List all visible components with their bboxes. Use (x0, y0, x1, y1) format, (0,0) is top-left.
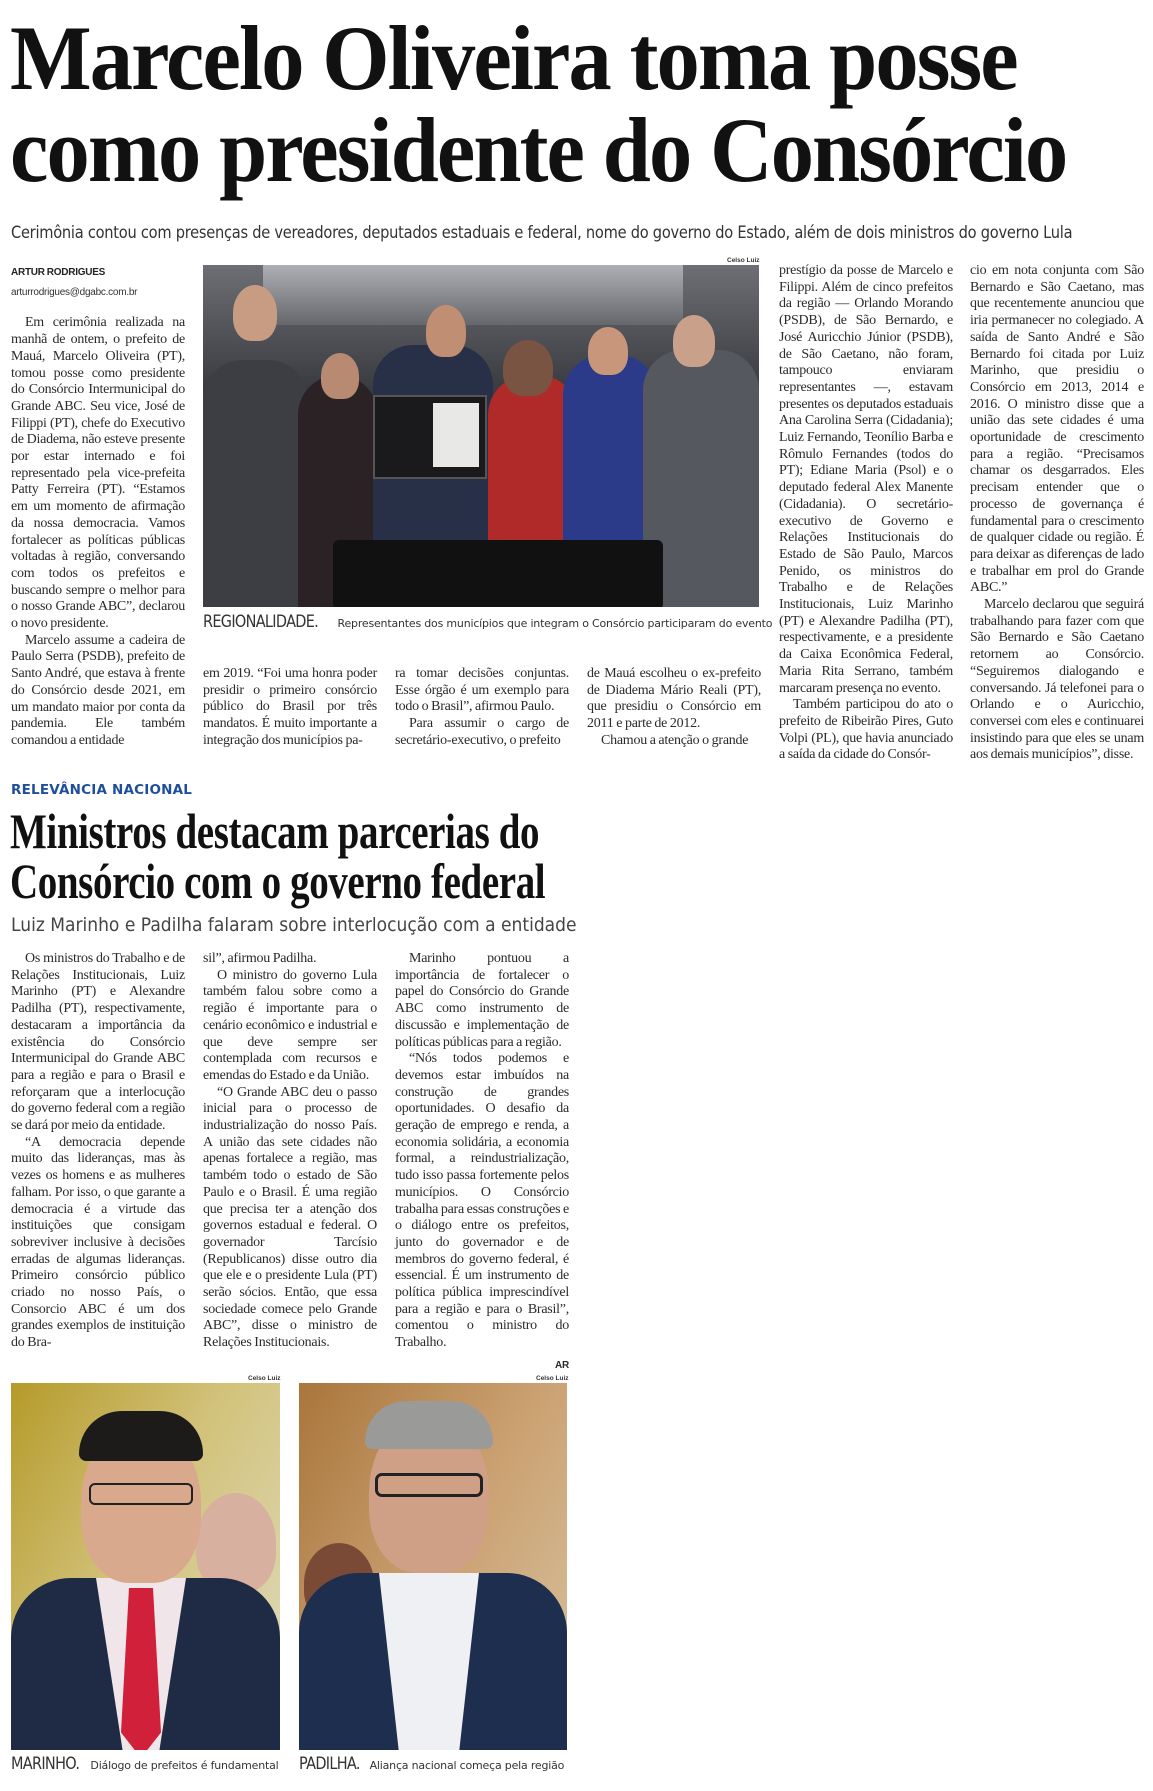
article1-column-2 (203, 666, 377, 750)
paragraph: Os ministros do Trabalho e de Relações Institucionais, Luiz Marinho (PT) e Alexandre Padilha (PT), respectivamente, destacaram a importância da existência do Consórcio Intermunicipal do Grande ABC para a região e para o Brasil e reforçaram que a interlocução do governo federal com a região se dará por meio da entidade. (11, 951, 185, 1134)
padilha-photo-caption (299, 1754, 564, 1774)
paragraph: Em cerimônia realizada na manhã de ontem, o prefeito de Mauá, Marcelo Oliveira (PT), tomou posse como presidente do Consórcio Intermunicipal do Grande ABC. Seu vice, José de Filippi (PT), chefe do Executivo de Diadema, não esteve presente por estar internado e foi representado pela vice-prefeita Patty Ferreira (PT). “Estamos em um momento de afirmação da nossa democracia. Vamos fortalecer as políticas públicas voltadas à região, conversando com todos os prefeitos e buscando sempre o melhor para o nosso Grande ABC”, declarou o novo presidente. (11, 315, 185, 632)
secondary-headline (10, 803, 546, 909)
paragraph: em 2019. “Foi uma honra poder presidir o primeiro consórcio público do Brasil por três mandatos. É muito importante a integração dos municípios pa- (203, 666, 377, 748)
main-photo-caption (203, 612, 772, 632)
article1-column-5 (779, 263, 953, 764)
paragraph: Chamou a atenção o grande (601, 732, 749, 748)
caption-text: Representantes dos municípios que integram o Consórcio participaram do evento (337, 617, 773, 630)
author-email[interactable]: arturrodrigues@dgabc.com.br (11, 286, 138, 298)
main-headline-line: Marcelo Oliveira toma posse (10, 7, 1017, 109)
secondary-deck: Luiz Marinho e Padilha falaram sobre interlocução com a entidade (11, 914, 577, 936)
paragraph: prestígio da posse de Marcelo e Filippi. Além de cinco prefeitos da região — Orlando Morando (PSDB), de São Bernardo, e José Auricchio Júnior (PSDB), de São Caetano, não foram, tampouco enviaram representantes —, estavam presentes os deputados estaduais Ana Carolina Serra (Cidadania); Luiz Fernando, Teonílio Barba e Rômulo Fernandes (todos do PT); Ediane Maria (Psol) e o deputado federal Alex Manente (Cidadania). O secretário-executivo de Governo e Relações Institucionais do Estado de São Paulo, Marcos Penido, os ministros do Trabalho e de Relações Institucionais, Luiz Marinho (PT) e Alexandre Padilha (PT), respectivamente, e a presidente da Caixa Econômica Federal, Maria Rita Serrano, também marcaram presença no evento. (779, 263, 953, 696)
marinho-photo-caption (11, 1754, 279, 1774)
article2-column-2 (203, 951, 377, 1352)
paragraph: “Nós todos podemos e devemos estar imbuídos na construção de grandes oportunidades. O desafio da geração de emprego e renda, a economia solidária, a economia formal, a reindustrialização, tudo isso passa fortemente pelos municípios. O Consórcio trabalha para essas construções e o diálogo entre os prefeitos, junto do governador e de membros do governo federal, é essencial. É um instrumento de política pública imprescindível para a região e para o Brasil”, comentou o ministro do Trabalho. (395, 1051, 569, 1351)
paragraph: O ministro do governo Lula também falou sobre como a região é importante para o cenário econômico e industrial e que deve sempre ser contemplada com recursos e emendas do Estado e da União. (203, 967, 377, 1083)
paragraph: Também participou do ato o prefeito de Ribeirão Pires, Guto Volpi (PL), que havia anunciado a saída da cidade do Consór- (779, 697, 953, 763)
paragraph: de Mauá escolheu o ex-prefeito de Diadema Mário Reali (PT), que presidiu o Consórcio em 2011 e parte de 2012. (587, 666, 761, 732)
caption-text: Aliança nacional começa pela região (369, 1759, 565, 1772)
caption-kicker: PADILHA. (299, 1754, 360, 1774)
caption-kicker: MARINHO. (11, 1754, 80, 1774)
padilha-photo (299, 1383, 567, 1750)
main-photo (203, 265, 759, 607)
paragraph: cio em nota conjunta com São Bernardo e São Caetano, mas que recentemente anunciou que iria permanecer no colegiado. A saída de Santo André e São Bernardo foi citada por Luiz Marinho, que presidiu o Consórcio em 2013, 2014 e 2016. O ministro disse que a união das sete cidades é uma oportunidade de crescimento para a região. “Precisamos chamar os desgarrados. Eles precisam entender que o processo de governança é fundamental para o crescimento de qualquer cidade ou região. É para deixar as diferenças de lado e trabalhar em prol do Grande ABC.” (970, 263, 1144, 596)
main-headline (10, 7, 1067, 201)
paragraph: Marcelo declarou que seguirá trabalhando para fazer com que São Bernardo e São Caetano retornem ao Consórcio. “Seguiremos dialogando e conversando. Já telefonei para o Orlando e o Auricchio, conversei com eles e continuarei insistindo para que eles se unam aos demais municípios”, disse. (970, 597, 1144, 763)
article1-column-3 (395, 666, 569, 750)
paragraph: Marcelo assume a cadeira de Paulo Serra (PSDB), prefeito de Santo André, que estava à frente do Consórcio desde 2021, em um mandato maior por conta da pandemia. Ele também comandou a entidade (11, 632, 185, 748)
article1-column-6 (970, 263, 1144, 764)
article2-column-1 (11, 951, 185, 1352)
photo-credit: Celso Luiz (248, 1375, 281, 1382)
main-deck: Cerimônia contou com presenças de vereadores, deputados estaduais e federal, nome do governo do Estado, além de dois ministros do governo Lula (11, 223, 1073, 243)
section-kicker: RELEVÂNCIA NACIONAL (11, 782, 193, 798)
paragraph: “O Grande ABC deu o passo inicial para o processo de industrialização do nosso País. A união das sete cidades não apenas fortalece a região, mas também todo o estado de São Paulo e o Brasil. É uma região que precisa ter a atenção dos governos estadual e federal. O governador Tarcísio (Republicanos) disse outro dia que ele e o presidente Lula (PT) serão sócios. Então, que essa sociedade comece pelo Grande ABC”, disse o ministro de Relações Institucionais. (203, 1084, 377, 1351)
article1-column-1 (11, 265, 185, 750)
caption-text: Diálogo de prefeitos é fundamental (90, 1759, 279, 1772)
caption-kicker: REGIONALIDADE. (203, 612, 319, 632)
paragraph: “A democracia depende muito das lideranças, mas às vezes os homens e as mulheres falham. Por isso, o que garante a democracia é a virtude das instituições que consigam sobreviver inclusive à decisões erradas de algumas lideranças. Primeiro consórcio público criado no nosso País, o Consorcio ABC é um dos grandes exemplos de instituição do Bra- (11, 1134, 185, 1351)
byline: ARTUR RODRIGUES (11, 267, 106, 278)
paragraph: sil”, afirmou Padilha. (203, 951, 317, 966)
photo-credit: Celso Luiz (727, 257, 760, 264)
marinho-photo (11, 1383, 280, 1750)
author-signature: AR (555, 1359, 569, 1371)
secondary-headline-line: Ministros destacam parcerias do (10, 803, 540, 859)
secondary-headline-line: Consórcio com o governo federal (10, 853, 546, 909)
paragraph: Marinho pontuou a importância de fortalecer o papel do Consórcio do Grande ABC como instrumento de discussão e implementação de políticas públicas para a região. (395, 951, 569, 1050)
article2-column-3 (395, 951, 569, 1375)
signed-document (373, 395, 487, 479)
photo-credit: Celso Luiz (536, 1375, 569, 1382)
paragraph: ra tomar decisões conjuntas. Esse órgão é um exemplo para todo o Brasil”, afirmou Paulo. (395, 666, 569, 715)
article1-column-4 (587, 666, 761, 750)
paragraph: Para assumir o cargo de secretário-executivo, o prefeito (395, 716, 569, 748)
main-headline-line: como presidente do Consórcio (10, 99, 1067, 201)
